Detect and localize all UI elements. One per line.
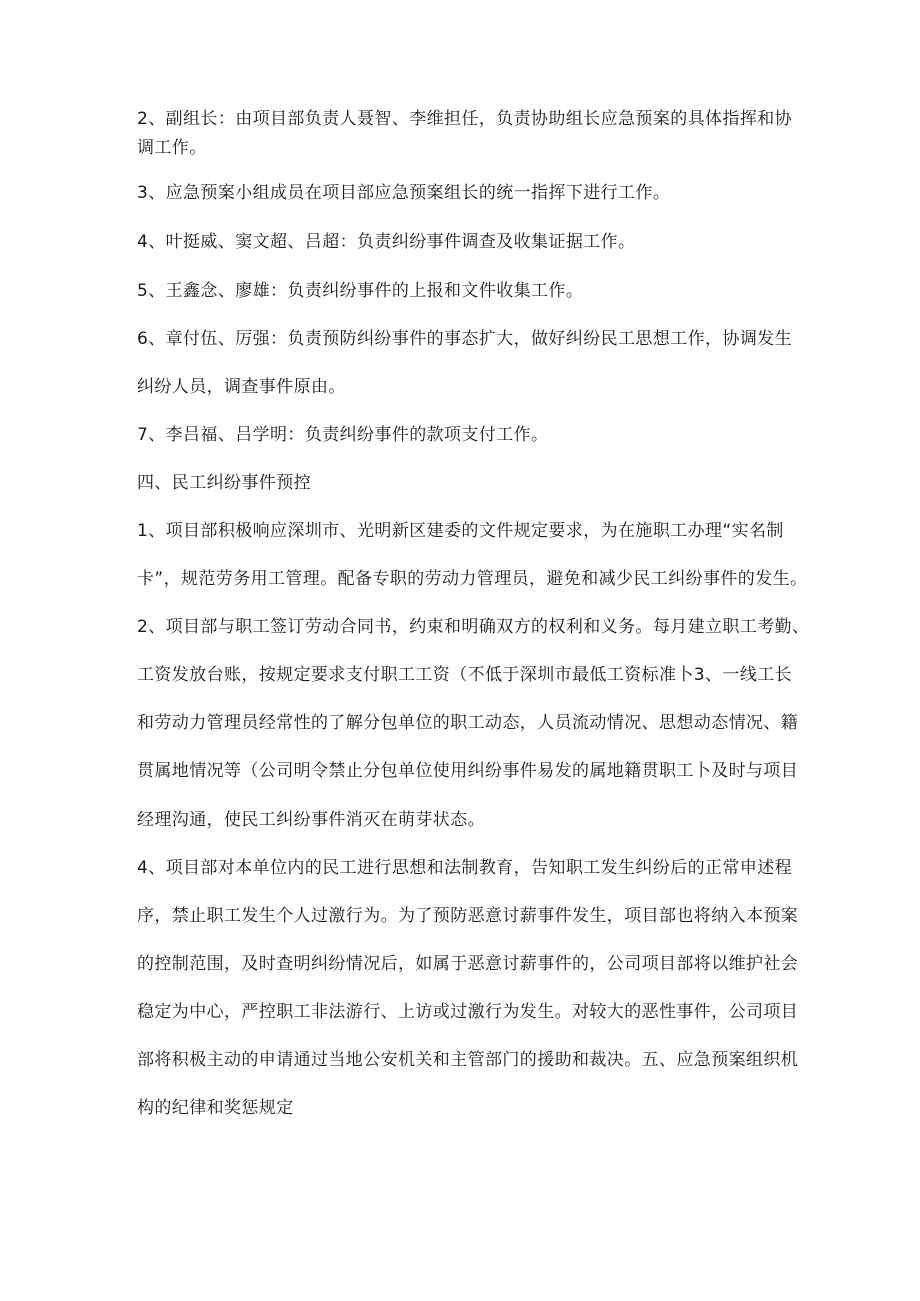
paragraph-line: 卡”，规范劳务用工管理。配备专职的劳动力管理员，避免和减少民工纠纷事件的发生。 (137, 569, 808, 589)
paragraph-line: 7、李吕福、吕学明：负责纠纷事件的款项支付工作。 (137, 425, 549, 445)
section-heading: 四、民工纠纷事件预控 (137, 473, 311, 493)
paragraph-line: 5、王鑫念、廖雄：负责纠纷事件的上报和文件收集工作。 (137, 281, 584, 301)
paragraph-line: 4、叶挺威、窦文超、吕超：负责纠纷事件调查及收集证据工作。 (137, 232, 636, 252)
paragraph-line: 2、项目部与职工签订劳动合同书，约束和明确双方的权利和义务。每月建立职工考勤、 (137, 617, 810, 637)
paragraph-line: 调工作。 (137, 138, 207, 158)
paragraph-line: 4、项目部对本单位内的民工进行思想和法制教育，告知职工发生纠纷后的正常申述程 (137, 858, 793, 878)
paragraph-line: 稳定为中心，严控职工非法游行、上访或过激行为发生。对较大的恶性事件，公司项目 (137, 1002, 799, 1022)
paragraph-line: 和劳动力管理员经常性的了解分包单位的职工动态，人员流动情况、思想动态情况、籍 (137, 713, 799, 733)
paragraph-line: 序，禁止职工发生个人过激行为。为了预防恶意讨薪事件发生，项目部也将纳入本预案 (137, 906, 799, 926)
paragraph-line: 部将积极主动的申请通过当地公安机关和主管部门的援助和裁决。五、应急预案组织机 (137, 1050, 799, 1070)
paragraph-line: 3、应急预案小组成员在项目部应急预案组长的统一指挥下进行工作。 (137, 183, 671, 203)
paragraph-line: 1、项目部积极响应深圳市、光明新区建委的文件规定要求，为在施职工办理“实名制 (137, 521, 784, 541)
paragraph-line: 贯属地情况等（公司明令禁止分包单位使用纠纷事件易发的属地籍贯职工卜及时与项目 (137, 761, 799, 781)
paragraph-line: 工资发放台账，按规定要求支付职工工资（不低于深圳市最低工资标准卜3、一线工长 (137, 665, 793, 685)
paragraph-line: 纠纷人员，调查事件原由。 (137, 377, 346, 397)
paragraph-line: 的控制范围，及时查明纠纷情况后，如属于恶意讨薪事件的，公司项目部将以维护社会 (137, 954, 799, 974)
paragraph-line: 6、章付伍、厉强：负责预防纠纷事件的事态扩大，做好纠纷民工思想工作，协调发生 (137, 329, 793, 349)
paragraph-line: 经理沟通，使民工纠纷事件消灭在萌芽状态。 (137, 810, 485, 830)
paragraph-line: 2、副组长：由项目部负责人聂智、李维担任，负责协助组长应急预案的具体指挥和协 (137, 109, 793, 129)
paragraph-line: 构的纪律和奖惩规定 (137, 1098, 294, 1118)
